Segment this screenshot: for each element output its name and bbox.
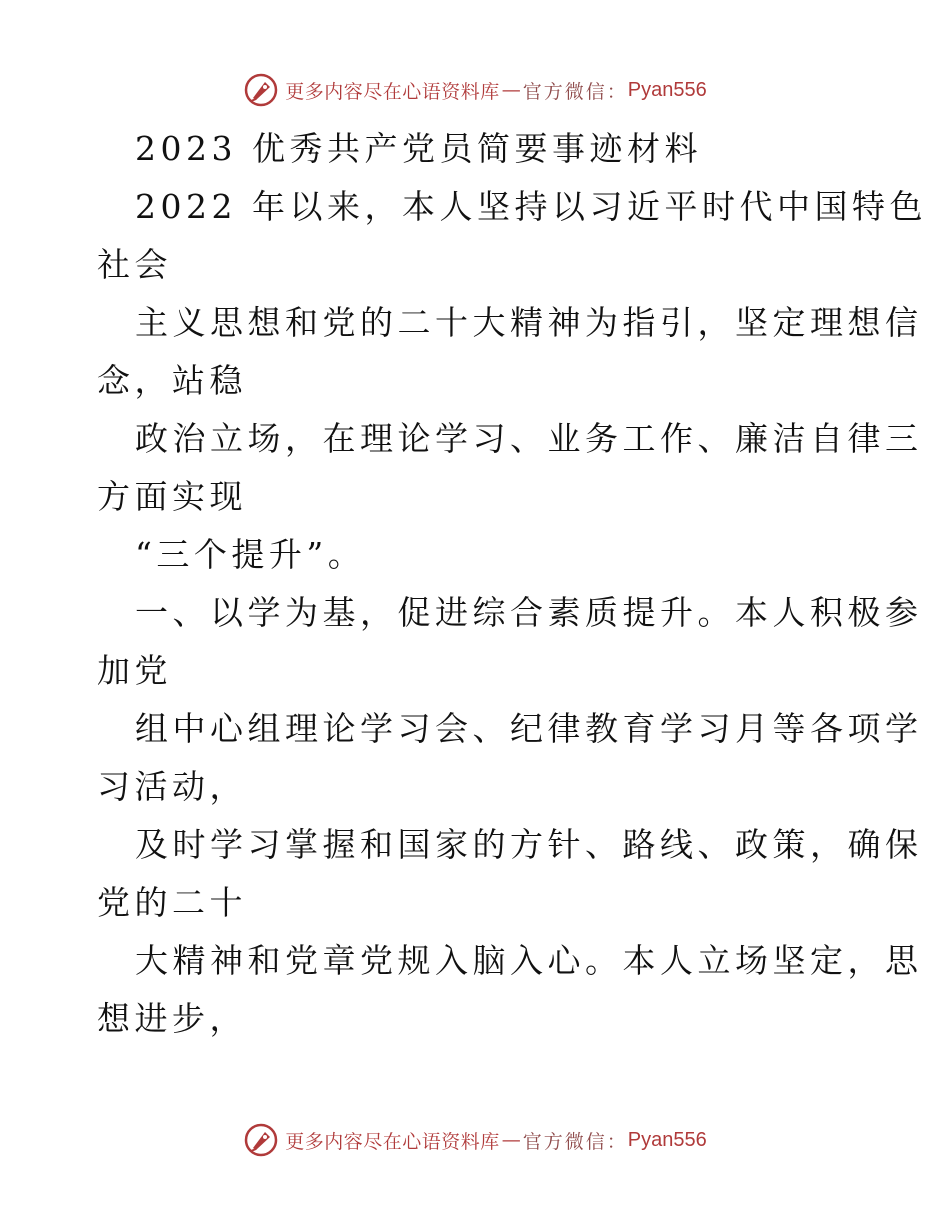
banner-text: 更多内容尽在心语资料库 — [285, 1130, 500, 1153]
banner-wechat-label: 官方微信： — [522, 1130, 628, 1153]
paragraph-line: 党的二十 — [97, 883, 247, 922]
banner-text: 更多内容尽在心语资料库 — [285, 80, 500, 103]
header-banner — [0, 70, 950, 110]
paragraph-line: 及时学习掌握和国家的方针、路线、政策，确保 — [135, 825, 923, 864]
paragraph-line: 组中心组理论学习会、纪律教育学习月等各项学 — [135, 709, 923, 748]
paragraph-line: 2022 年以来，本人坚持以习近平时代中国特色 — [135, 187, 927, 226]
paragraph-line: 念，站稳 — [97, 361, 247, 400]
banner-dash: — — [501, 79, 521, 101]
banner-wechat-label: 官方微信： — [522, 80, 628, 103]
paragraph-line: 社会 — [97, 245, 172, 284]
paragraph-line: 大精神和党章党规入脑入心。本人立场坚定，思 — [135, 941, 923, 980]
footer-banner — [0, 1120, 950, 1160]
banner-wechat-id: Pyan556 — [627, 1128, 707, 1151]
pen-nib-logo-icon — [243, 72, 279, 108]
paragraph-line: 加党 — [97, 651, 172, 690]
banner-wechat-id: Pyan556 — [627, 78, 707, 101]
paragraph-line: 政治立场，在理论学习、业务工作、廉洁自律三 — [135, 419, 923, 458]
paragraph-line: 习活动， — [97, 767, 247, 806]
paragraph-line: 方面实现 — [97, 477, 247, 516]
banner-dash: — — [501, 1129, 521, 1151]
paragraph-line: 想进步， — [97, 999, 247, 1038]
pen-nib-logo-icon — [243, 1122, 279, 1158]
paragraph-line: 主义思想和党的二十大精神为指引，坚定理想信 — [135, 303, 923, 342]
document-title: 2023 优秀共产党员简要事迹材料 — [135, 129, 702, 168]
paragraph-line: “三个提升”。 — [135, 535, 366, 574]
paragraph-line: 一、以学为基，促进综合素质提升。本人积极参 — [135, 593, 923, 632]
